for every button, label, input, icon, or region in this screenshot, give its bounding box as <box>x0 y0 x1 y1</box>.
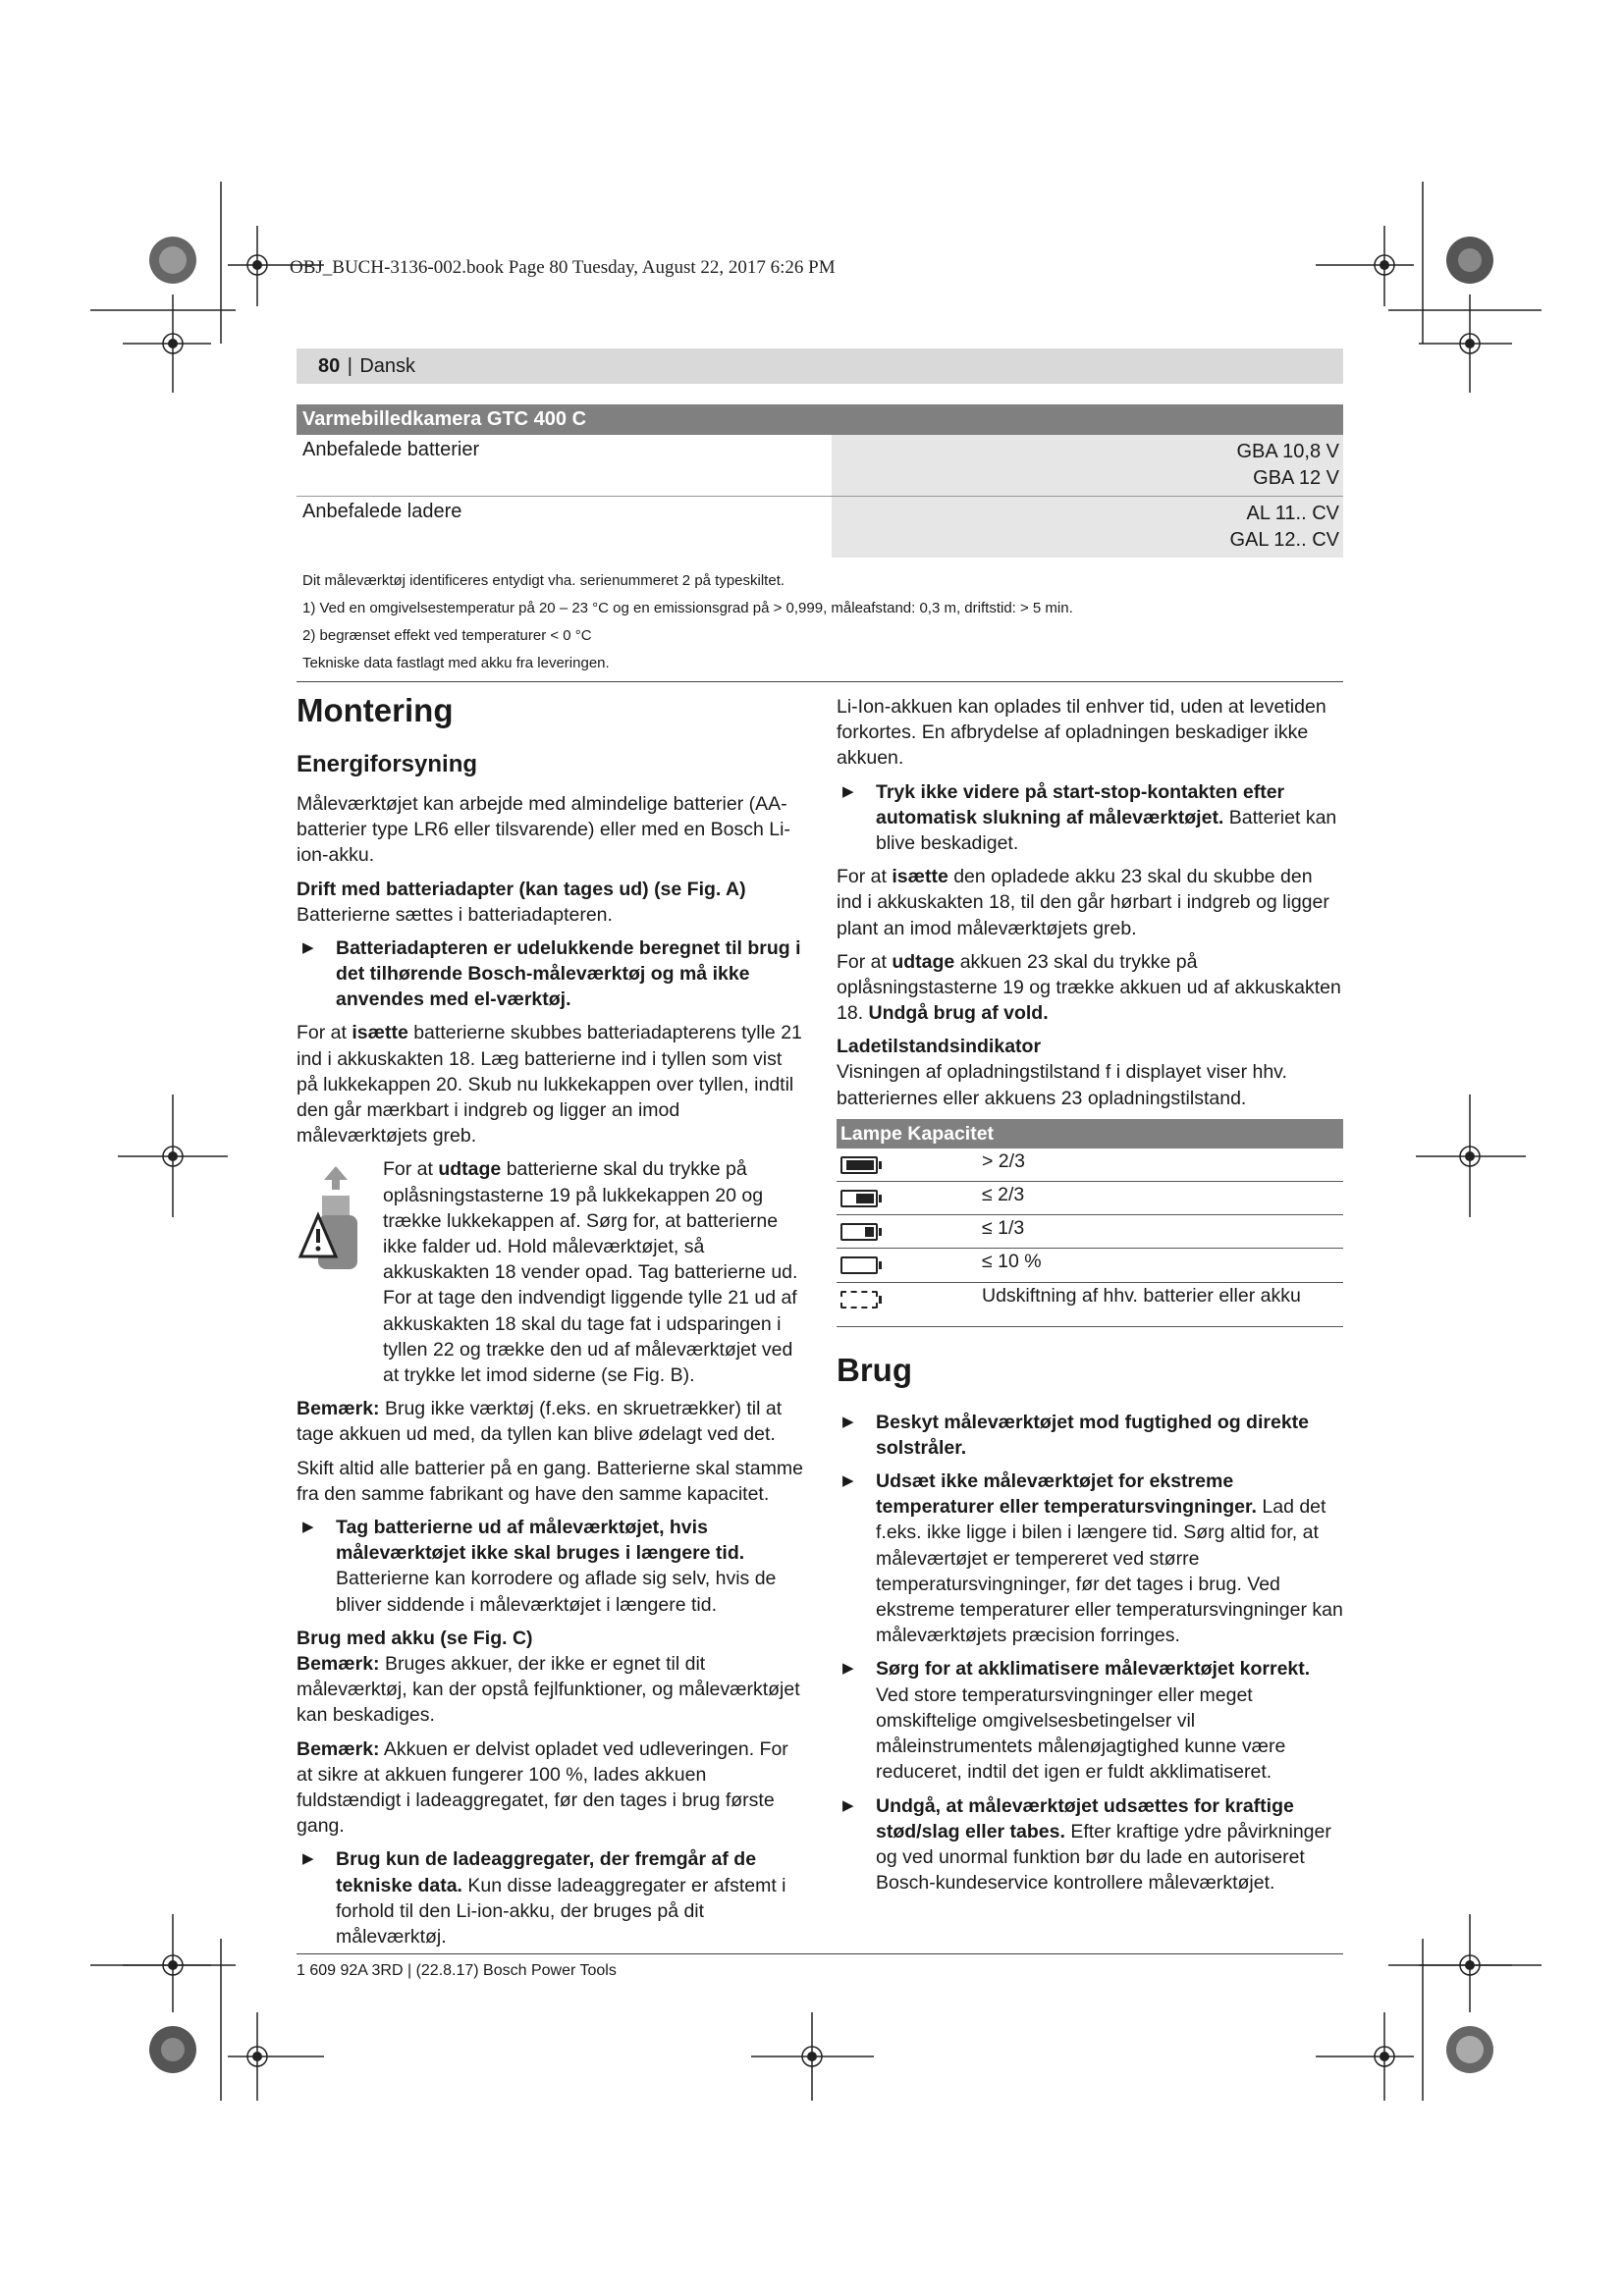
spec-value <box>832 435 1343 496</box>
battery-one-third-icon <box>840 1223 878 1241</box>
bullet-arrow-icon: ▶ <box>842 1660 854 1678</box>
paragraph: Bemærk: Akkuen er delvist opladet ved udleveringen. For at sikre at akkuen fungerer 100 %, lades akkuen fuldstændigt i ladeaggregatet, før den tages i brug første gang. <box>297 1737 788 1838</box>
bullet-item <box>837 1468 1343 1648</box>
spec-table <box>297 404 1343 682</box>
subheading-charge-indicator: Ladetilstandsindikator <box>837 1036 1042 1058</box>
spec-value <box>832 497 1343 558</box>
header-language: Dansk <box>359 355 416 377</box>
page-header <box>297 348 1343 384</box>
section-heading-brug: Brug <box>837 1351 912 1388</box>
paragraph: Batterierne sættes i batteriadapteren. <box>297 903 613 926</box>
capacity-value: ≤ 2/3 <box>978 1182 1343 1215</box>
bullet-bold-text: Brug kun de ladeaggregater, der fremgår af de tekniske data. <box>336 1848 757 1896</box>
table-row <box>837 1215 1343 1249</box>
spec-value-line: GBA 10,8 V <box>1236 441 1339 462</box>
paragraph: Bemærk: Brug ikke værktøj (f.eks. en skruetrækker) til at tage akkuen ud med, da tyllen kan blive ødelagt ved det. <box>297 1398 783 1446</box>
bullet-arrow-icon: ▶ <box>842 1413 854 1430</box>
bullet-text: Efter kraftige ydre påvirkninger og ved unormal funktion bør du lade en autoriseret Bosch-kundeservice kontrollere måleværktøjet. <box>876 1820 1331 1895</box>
spec-label: Anbefalede ladere <box>302 501 462 522</box>
bullet-arrow-icon: ▶ <box>302 1850 314 1868</box>
text: For at <box>383 1158 439 1181</box>
subheading-energiforsyning: Energiforsyning <box>297 751 478 777</box>
table-row <box>837 1249 1343 1282</box>
spec-note: 2) begrænset effekt ved temperaturer < 0 °C <box>302 627 592 644</box>
bullet-bold-text: Beskyt måleværktøjet mod fugtighed og direkte solstråler. <box>876 1411 1310 1459</box>
battery-blinking-icon <box>840 1291 878 1308</box>
spec-value-line: GAL 12.. CV <box>1229 529 1339 551</box>
text-bold: udtage <box>438 1158 502 1181</box>
bullet-item <box>837 1410 1343 1461</box>
charge-level-table <box>837 1119 1343 1327</box>
bullet-bold-text: Udsæt ikke måleværktøjet for ekstreme temperaturer eller temperatursvingninger. <box>876 1470 1257 1519</box>
bullet-bold-text: Sørg for at akklimatisere måleværktøjet korrekt. <box>876 1658 1311 1681</box>
capacity-value: ≤ 1/3 <box>978 1215 1343 1249</box>
paragraph: Bemærk: Bruges akkuer, der ikke er egnet til dit måleværktøj, kan der opstå fejlfunktioner, og måleværktøjet kan beskadiges. <box>297 1652 800 1727</box>
spec-row-batteries <box>297 435 1343 497</box>
bullet-item <box>297 1846 805 1949</box>
bullet-item <box>837 779 1343 857</box>
battery-empty-icon <box>840 1256 878 1274</box>
bullet-arrow-icon: ▶ <box>302 938 314 956</box>
subheading-battery-use: Brug med akku (se Fig. C) <box>297 1627 533 1649</box>
table-row <box>837 1282 1343 1326</box>
bullet-bold-text: Batteriadapteren er udelukkende beregnet til brug i det tilhørende Bosch-måleværktøj og må ikke anvendes med el-værktøj. <box>336 936 801 1011</box>
table-row <box>837 1182 1343 1215</box>
bullet-item <box>297 935 805 1013</box>
spec-value-line: AL 11.. CV <box>1246 503 1339 524</box>
bullet-arrow-icon: ▶ <box>842 1796 854 1814</box>
capacity-value: Udskiftning af hhv. batterier eller akku <box>978 1282 1343 1326</box>
paragraph: Måleværktøjet kan arbejde med almindelige batterier (AA-batterier type LR6 eller tilsvarende) eller med en Bosch Li-ion-akku. <box>297 793 790 867</box>
battery-removal-warning-icon <box>297 1156 375 1284</box>
battery-two-thirds-icon <box>840 1190 878 1207</box>
spec-value-line: GBA 12 V <box>1253 467 1339 489</box>
table-row <box>837 1148 1343 1182</box>
paragraph: Visningen af opladningstilstand f i displayet viser hhv. batteriernes eller akkuens 23 opladningstilstand. <box>837 1061 1287 1109</box>
bullet-bold-text: Undgå, at måleværktøjet udsættes for kraftige stød/slag eller tabes. <box>876 1794 1294 1842</box>
section-heading-montering: Montering <box>297 692 454 728</box>
bullet-arrow-icon: ▶ <box>842 1472 854 1490</box>
capacity-value: > 2/3 <box>978 1148 1343 1182</box>
spec-row-chargers <box>297 497 1343 558</box>
bullet-item <box>297 1515 805 1618</box>
print-job-label: OBJ_BUCH-3136-002.book Page 80 Tuesday, August 22, 2017 6:26 PM <box>290 257 836 278</box>
spec-note: 1) Ved en omgivelsestemperatur på 20 – 23 °C og en emissionsgrad på > 0,999, måleafstand: 0,3 m, driftstid: > 5 min. <box>302 600 1073 616</box>
spec-notes <box>297 567 1343 677</box>
bullet-text: Batterierne kan korrodere og aflade sig selv, hvis de bliver siddende i måleværktøjet i længere tid. <box>336 1568 777 1616</box>
page-number: 80 <box>318 355 341 377</box>
bullet-arrow-icon: ▶ <box>842 782 854 800</box>
spec-note: Dit måleværktøj identificeres entydigt vha. serienummeret 2 på typeskiltet. <box>302 572 785 589</box>
bullet-item <box>837 1793 1343 1896</box>
battery-full-icon <box>840 1156 878 1174</box>
paragraph: For at udtage akkuen 23 skal du trykke på oplåsningstasterne 19 og trække akkuen ud af akkuskakten 18. Undgå brug af vold. <box>837 950 1341 1025</box>
paragraph: Li-Ion-akkuen kan oplades til enhver tid, uden at levetiden forkortes. En afbrydelse af opladningen beskadiger ikke akkuen. <box>837 696 1326 770</box>
bullet-bold-text: Tag batterierne ud af måleværktøjet, hvis måleværktøjet ikke skal bruges i længere tid. <box>336 1517 745 1565</box>
text: batterierne skal du trykke på oplåsningstasterne 19 på lukkekappen 20 og trække lukkekappen af. Sørg for, at batterierne ikke falder ud. Hold måleværktøjet, så akkuskakten 18 vender opad. Tag batterierne ud. For at tage den indvendigt liggende tylle 21 ud af akkuskakten 18 skal du tage fat i udsparingen i tyllen 22 og trække den ud af måleværktøjet ved at trykke let imod siderne (se Fig. B). <box>383 1158 798 1387</box>
bullet-text: Kun disse ladeaggregater er afstemt i forhold til den Li-ion-akku, der bruges på dit måleværktøj. <box>336 1874 786 1948</box>
footer-rule <box>297 1953 1343 1954</box>
subheading-battery-adapter: Drift med batteriadapter (kan tages ud) (se Fig. A) <box>297 878 746 900</box>
left-column <box>297 691 805 1957</box>
charge-table-header: Lampe Kapacitet <box>837 1119 1343 1148</box>
right-column <box>837 694 1343 1903</box>
spec-label: Anbefalede batterier <box>302 439 480 460</box>
spec-table-title: Varmebilledkamera GTC 400 C <box>297 404 1343 435</box>
page-footer: 1 609 92A 3RD | (22.8.17) Bosch Power Tools <box>297 1962 617 1979</box>
paragraph: For at isætte den opladede akku 23 skal du skubbe den ind i akkuskakten 18, til den går hørbart i indgreb og ligger plant an imod måleværktøjets greb. <box>837 866 1329 939</box>
bullet-text: Lad det f.eks. ikke ligge i bilen i længere tid. Sørg altid for, at måleværtøjet er tempereret ved større temperatursvingninger, før det tages i brug. Ved ekstreme temperaturer eller temperatursvingninger kan måleværktøjets præcision forringes. <box>876 1496 1343 1647</box>
bullet-text: Batteriet kan blive beskadiget. <box>876 806 1337 855</box>
bullet-text: Ved store temperatursvingninger eller meget omskiftelige omgivelsesbetingelser vil måleinstrumentets målenøjagtighed kunne være reduceret, indtil det igen er fuldt akklimatiseret. <box>876 1683 1286 1784</box>
capacity-value: ≤ 10 % <box>978 1249 1343 1282</box>
paragraph: For at isætte batterierne skubbes batteriadapterens tylle 21 ind i akkuskakten 18. Læg batterierne ind i tyllen som vist på lukkekappen 20. Skub nu lukkekappen over tyllen, indtil den går mærkbart i indgreb og ligger an imod måleværktøjets greb. <box>297 1022 802 1148</box>
header-separator: | <box>347 355 352 377</box>
bullet-item <box>837 1656 1343 1785</box>
removal-instructions <box>297 1156 805 1388</box>
bullet-arrow-icon: ▶ <box>302 1519 314 1536</box>
bullet-bold-text: Tryk ikke videre på start-stop-kontakten efter automatisk slukning af måleværktøjet. <box>876 780 1285 828</box>
spec-note: Tekniske data fastlagt med akku fra leveringen. <box>302 655 610 671</box>
paragraph: Skift altid alle batterier på en gang. Batterierne skal stamme fra den samme fabrikant og have den samme kapacitet. <box>297 1457 803 1505</box>
